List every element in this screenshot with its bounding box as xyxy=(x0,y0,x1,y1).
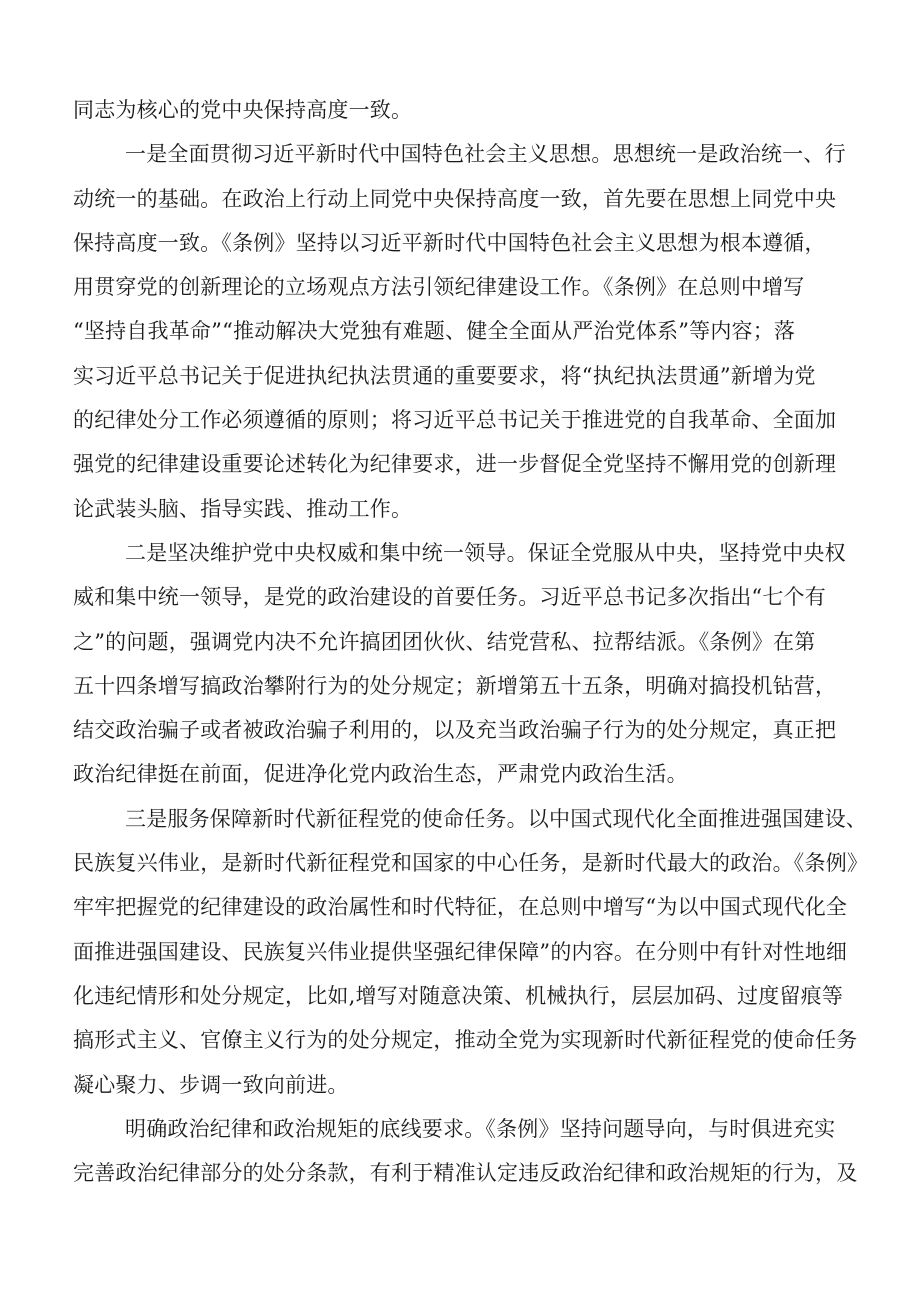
text-line: 化违纪情形和处分规定，比如,增写对随意决策、机械执行，层层加码、过度留痕等 xyxy=(73,983,844,1008)
text-line: 牢牢把握党的纪律建设的政治属性和时代特征，在总则中增写“为以中国式现代化全 xyxy=(73,895,848,920)
text-line: 同志为核心的党中央保持高度一致。 xyxy=(73,98,413,122)
paragraph-thought-unity xyxy=(73,132,865,531)
text-line: 完善政治纪律部分的处分条款，有利于精准认定违反政治纪律和政治规矩的行为，及 xyxy=(73,1161,858,1186)
text-line: 论武装头脑、指导实践、推动工作。 xyxy=(73,496,413,521)
paragraph-continuation xyxy=(73,88,865,132)
text-line: 政治纪律挺在前面，促进净化党内政治生态，严肃党内政治生活。 xyxy=(73,762,688,787)
document-body xyxy=(73,88,869,1195)
paragraph-political-discipline xyxy=(73,1107,865,1196)
text-line: 保持高度一致。《条例》坚持以习近平新时代中国特色社会主义思想为根本遵循， xyxy=(73,230,826,255)
paragraph-central-authority xyxy=(73,531,865,797)
text-line: 搞形式主义、官僚主义行为的处分规定，推动全党为实现新时代新征程党的使命任务 xyxy=(73,1028,858,1053)
text-line: 用贯穿党的创新理论的立场观点方法引领纪律建设工作。《条例》在总则中增写 xyxy=(73,275,805,300)
text-line: 实习近平总书记关于促进执纪执法贯通的重要要求，将“执纪执法贯通”新增为党 xyxy=(73,363,816,388)
text-line: “坚持自我革命”“推动解决大党独有难题、健全全面从严治党体系”等内容；落 xyxy=(73,319,796,344)
text-line: 民族复兴伟业，是新时代新征程党和国家的中心任务，是新时代最大的政治。《条例》 xyxy=(73,851,869,876)
text-line: 三是服务保障新时代新征程党的使命任务。以中国式现代化全面推进强国建设、 xyxy=(125,806,867,831)
text-line: 的纪律处分工作必须遵循的原则；将习近平总书记关于推进党的自我革命、全面加 xyxy=(73,408,837,433)
text-line: 之”的问题，强调党内决不允许搞团团伙伙、结党营私、拉帮结派。《条例》在第 xyxy=(73,629,816,654)
text-line: 动统一的基础。在政治上行动上同党中央保持高度一致，首先要在思想上同党中央 xyxy=(73,186,837,211)
text-line: 明确政治纪律和政治规矩的底线要求。《条例》坚持问题导向，与时俱进充实 xyxy=(125,1116,836,1141)
text-line: 五十四条增写搞政治攀附行为的处分规定；新增第五十五条，明确对搞投机钻营， xyxy=(73,673,837,698)
text-line: 威和集中统一领导，是党的政治建设的首要任务。习近平总书记多次指出“七个有 xyxy=(73,585,826,610)
text-line: 凝心聚力、步调一致向前进。 xyxy=(73,1072,349,1097)
text-line: 强党的纪律建设重要论述转化为纪律要求，进一步督促全党坚持不懈用党的创新理 xyxy=(73,452,837,477)
text-line: 二是坚决维护党中央权威和集中统一领导。保证全党服从中央，坚持党中央权 xyxy=(125,540,846,565)
text-line: 结交政治骗子或者被政治骗子利用的，以及充当政治骗子行为的处分规定，真正把 xyxy=(73,718,837,743)
paragraph-mission-tasks xyxy=(73,797,869,1107)
text-line: 一是全面贯彻习近平新时代中国特色社会主义思想。思想统一是政治统一、行 xyxy=(125,142,846,167)
text-line: 面推进强国建设、民族复兴伟业提供坚强纪律保障”的内容。在分则中有针对性地细 xyxy=(73,939,848,964)
